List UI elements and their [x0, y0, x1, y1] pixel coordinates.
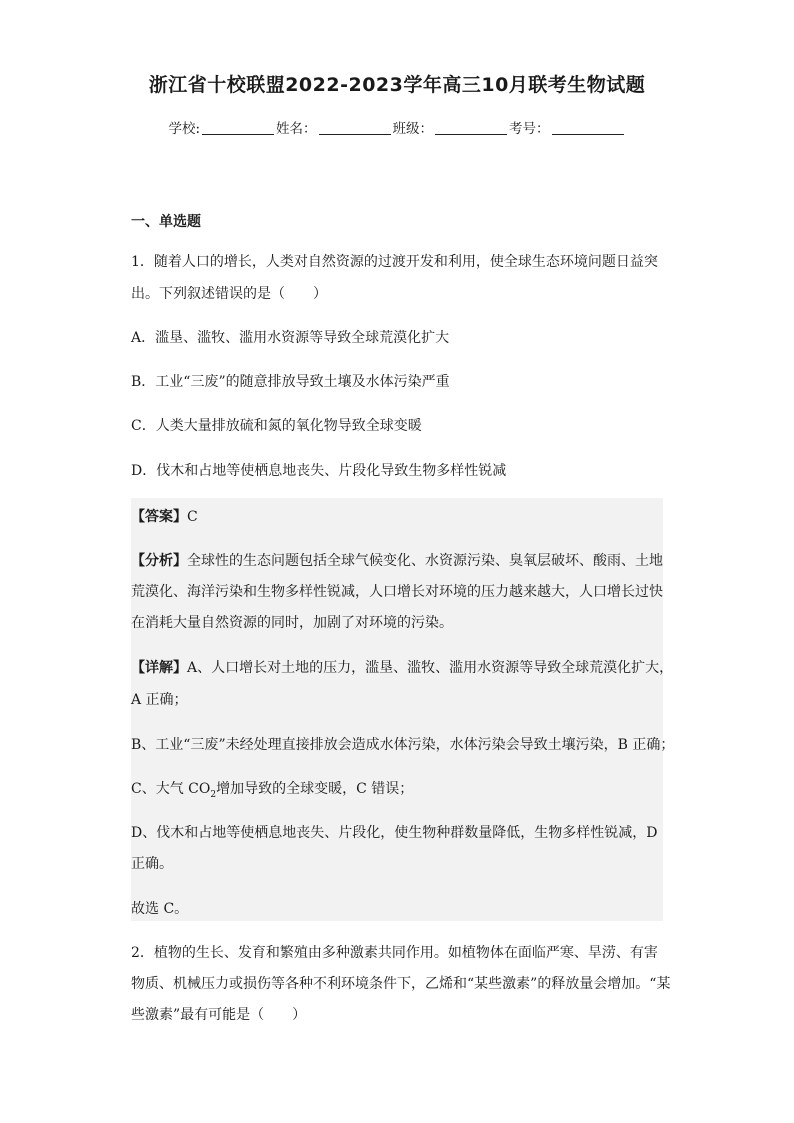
student-info-row: [0, 117, 794, 137]
q1-option-a: A．滥垦、滥牧、滥用水资源等导致全球荒漠化扩大: [131, 330, 450, 346]
answer-tag: 【答案】: [131, 509, 187, 525]
q1-analysis-line1: [131, 550, 663, 570]
q2-stem-line3: 些激素”最有可能是（ ）: [131, 1007, 307, 1023]
detail-text-4b: 增加导致的全球变暖，C 错误；: [216, 781, 414, 797]
q1-stem-line2: 出。下列叙述错误的是（ ）: [131, 286, 327, 302]
q1-answer: [131, 506, 198, 526]
class-blank: [435, 134, 507, 135]
detail-text-4a: C、大气 CO: [131, 781, 211, 797]
analysis-tag: 【分析】: [131, 553, 187, 569]
q1-detail-line3: B、工业“三废”未经处理直接排放会造成水体污染，水体污染会导致土壤污染，B 正确；: [131, 737, 675, 753]
q1-detail-line4: [131, 778, 413, 800]
school-label: 学校:: [168, 121, 201, 137]
answer-value: C: [187, 509, 198, 525]
section-heading: 一、单选题: [131, 214, 201, 230]
class-label: 班级：: [392, 121, 434, 137]
q1-option-c: C．人类大量排放硫和氮的氧化物导致全球变暖: [131, 418, 422, 434]
analysis-text-1: 全球性的生态问题包括全球气候变化、水资源污染、臭氧层破坏、酸雨、土地: [187, 553, 663, 569]
page-title: 浙江省十校联盟2022-2023学年高三10月联考生物试题: [148, 74, 646, 96]
q1-option-b: B．工业“三废”的随意排放导致土壤及水体污染严重: [131, 374, 450, 390]
detail-tag: 【详解】: [131, 660, 187, 676]
q1-analysis-line2: 荒漠化、海洋污染和生物多样性锐减，人口增长对环境的压力越来越大，人口增长过快: [131, 584, 663, 600]
q1-option-d: D．伐木和占地等使栖息地丧失、片段化导致生物多样性锐减: [131, 463, 507, 479]
q1-analysis-line3: 在消耗大量自然资源的同时，加剧了对环境的污染。: [131, 615, 453, 631]
exam-no-blank: [552, 134, 624, 135]
q1-detail-line6: 正确。: [131, 856, 173, 872]
co2-subscript: 2: [210, 789, 217, 800]
name-blank: [319, 134, 391, 135]
exam-no-label: 考号：: [509, 121, 550, 137]
q1-detail-line5: D、伐木和占地等使栖息地丧失、片段化，使生物种群数量降低，生物多样性锐减，D: [131, 825, 658, 841]
q1-conclusion: 故选 C。: [131, 901, 189, 917]
name-label: 姓名：: [276, 121, 317, 137]
q2-stem-line1: 2．植物的生长、发育和繁殖由多种激素共同作用。如植物体在面临严寒、旱涝、有害: [131, 945, 658, 961]
q1-stem-line1: 1．随着人口的增长，人类对自然资源的过渡开发和利用，使全球生态环境问题日益突: [131, 254, 658, 270]
school-blank: [202, 134, 274, 135]
q2-stem-line2: 物质、机械压力或损伤等各种不利环境条件下，乙烯和“某些激素”的释放量会增加。“某: [131, 976, 671, 992]
q1-detail-line2: A 正确；: [131, 692, 188, 708]
q1-detail-line1: [131, 657, 673, 677]
detail-text-1: A、人口增长对土地的压力，滥垦、滥牧、滥用水资源等导致全球荒漠化扩大，: [187, 660, 674, 676]
